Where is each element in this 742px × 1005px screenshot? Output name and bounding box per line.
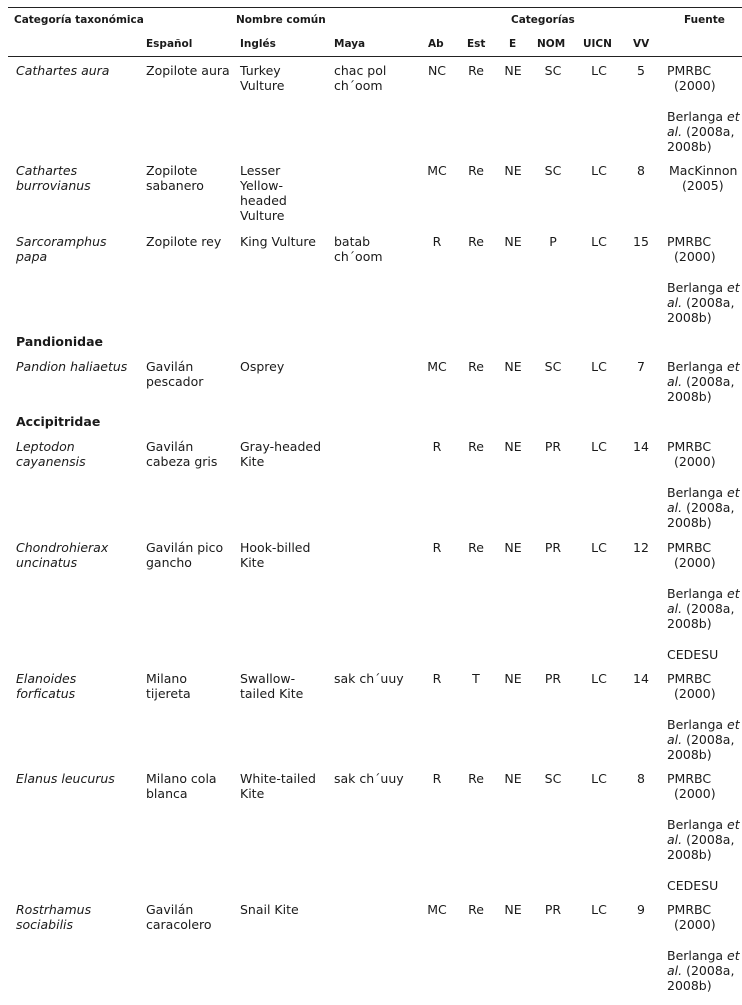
source-author: Berlanga	[667, 817, 724, 832]
source-et: et	[727, 359, 740, 374]
cell-es-r4-l1: cabeza gris	[146, 454, 218, 469]
cell-es-r6-l0: Milano	[146, 671, 187, 686]
cell-sci-r1-l1: burrovianus	[16, 178, 91, 193]
source-et: et	[727, 109, 740, 124]
cell-en-r0-l1: Vulture	[240, 78, 285, 93]
family-heading-pandionidae: Pandionidae	[16, 334, 104, 349]
source-r2-s0-l0: PMRBC	[667, 234, 712, 249]
cell-vv-r8: 9	[637, 902, 645, 917]
source-years: (2008a,	[686, 500, 735, 515]
cell-sci-r3-l0: Pandion haliaetus	[16, 359, 128, 374]
source-r7-s1-l2: 2008b)	[667, 847, 712, 862]
source-al: al.	[667, 832, 683, 847]
source-r3-s0-l2: 2008b)	[667, 389, 712, 404]
cell-maya-r2-l1: ch´oom	[334, 249, 383, 264]
cell-es-r7-l0: Milano cola	[146, 771, 217, 786]
cell-uicn-r1: LC	[591, 163, 607, 178]
cell-vv-r2: 15	[633, 234, 649, 249]
source-r0-s0-l1: (2000)	[674, 78, 716, 93]
cell-nom-r6: PR	[544, 671, 562, 686]
cell-en-r5-l1: Kite	[240, 555, 265, 570]
source-r1-s0-l0: MacKinnon	[669, 163, 738, 178]
cell-es-r8-l1: caracolero	[146, 917, 212, 932]
cell-ab-r7: R	[432, 771, 442, 786]
source-years: (2008a,	[686, 601, 735, 616]
cell-en-r4-l1: Kite	[240, 454, 265, 469]
source-r3-s0-l0	[667, 359, 742, 374]
cell-en-r5-l0: Hook-billed	[240, 540, 311, 555]
top-rule	[8, 7, 742, 8]
source-r4-s1-l1	[667, 500, 742, 515]
cell-maya-r0-l1: ch´oom	[334, 78, 383, 93]
source-et: et	[727, 586, 740, 601]
source-r2-s0-l1: (2000)	[674, 249, 716, 264]
cell-est-r4: Re	[468, 439, 484, 454]
cell-ab-r1: MC	[427, 163, 447, 178]
source-al: al.	[667, 500, 683, 515]
cell-es-r4-l0: Gavilán	[146, 439, 194, 454]
cell-est-r5: Re	[468, 540, 484, 555]
cell-en-r4-l0: Gray-headed	[240, 439, 322, 454]
cell-en-r1-l0: Lesser	[240, 163, 281, 178]
cell-maya-r7-l0: sak ch´uuy	[334, 771, 404, 786]
cell-es-r3-l1: pescador	[146, 374, 204, 389]
source-author: Berlanga	[667, 359, 724, 374]
cell-en-r2-l0: King Vulture	[240, 234, 316, 249]
source-years: (2008a,	[686, 832, 735, 847]
source-r6-s1-l1	[667, 732, 742, 747]
cell-nom-r7: SC	[544, 771, 562, 786]
source-r2-s1-l2: 2008b)	[667, 310, 712, 325]
cell-est-r8: Re	[468, 902, 484, 917]
source-r4-s0-l1: (2000)	[674, 454, 716, 469]
cell-sci-r8-l1: sociabilis	[16, 917, 74, 932]
source-r6-s0-l0: PMRBC	[667, 671, 712, 686]
source-author: Berlanga	[667, 280, 724, 295]
source-r5-s2-l0: CEDESU	[667, 647, 719, 662]
header-categorias: Categorías	[511, 14, 575, 26]
cell-vv-r1: 8	[637, 163, 645, 178]
cell-e-r3: NE	[504, 359, 522, 374]
source-r7-s0-l0: PMRBC	[667, 771, 712, 786]
cell-es-r5-l1: gancho	[146, 555, 192, 570]
cell-sci-r8-l0: Rostrhamus	[16, 902, 92, 917]
source-years: (2008a,	[686, 124, 735, 139]
source-al: al.	[667, 124, 683, 139]
cell-es-r3-l0: Gavilán	[146, 359, 194, 374]
source-author: Berlanga	[667, 586, 724, 601]
source-et: et	[727, 485, 740, 500]
cell-vv-r3: 7	[637, 359, 645, 374]
source-al: al.	[667, 374, 683, 389]
cell-est-r6: T	[472, 671, 480, 686]
cell-en-r3-l0: Osprey	[240, 359, 285, 374]
cell-e-r2: NE	[504, 234, 522, 249]
cell-maya-r6-l0: sak ch´uuy	[334, 671, 404, 686]
cell-ab-r4: R	[432, 439, 442, 454]
cell-e-r4: NE	[504, 439, 522, 454]
cell-est-r3: Re	[468, 359, 484, 374]
source-r4-s1-l2: 2008b)	[667, 515, 712, 530]
header-maya: Maya	[334, 38, 366, 50]
cell-maya-r2-l0: batab	[334, 234, 371, 249]
cell-sci-r0-l0: Cathartes aura	[16, 63, 110, 78]
cell-ab-r2: R	[432, 234, 442, 249]
cell-en-r1-l3: Vulture	[240, 208, 285, 223]
cell-ab-r3: MC	[427, 359, 447, 374]
source-r4-s0-l0: PMRBC	[667, 439, 712, 454]
header-ingles: Inglés	[240, 38, 276, 50]
source-r4-s1-l0	[667, 485, 742, 500]
source-r8-s0-l1: (2000)	[674, 917, 716, 932]
source-r8-s1-l0	[667, 948, 742, 963]
source-al: al.	[667, 963, 683, 978]
cell-ab-r5: R	[432, 540, 442, 555]
source-al: al.	[667, 732, 683, 747]
cell-uicn-r5: LC	[591, 540, 607, 555]
cell-vv-r0: 5	[637, 63, 645, 78]
cell-nom-r4: PR	[544, 439, 562, 454]
source-author: Berlanga	[667, 109, 724, 124]
cell-nom-r1: SC	[544, 163, 562, 178]
source-et: et	[727, 280, 740, 295]
header-espanol: Español	[146, 38, 193, 50]
source-years: (2008a,	[686, 963, 735, 978]
cell-en-r1-l1: Yellow-	[240, 178, 283, 193]
cell-en-r7-l1: Kite	[240, 786, 265, 801]
source-r2-s1-l0	[667, 280, 742, 295]
cell-es-r6-l1: tijereta	[146, 686, 191, 701]
source-et: et	[727, 717, 740, 732]
source-al: al.	[667, 601, 683, 616]
cell-es-r2-l0: Zopilote rey	[146, 234, 222, 249]
source-years: (2008a,	[686, 295, 735, 310]
cell-en-r7-l0: White-tailed	[240, 771, 316, 786]
source-r8-s0-l0: PMRBC	[667, 902, 712, 917]
cell-es-r1-l1: sabanero	[146, 178, 204, 193]
header-cat-tax: Categoría taxonómica	[14, 14, 144, 26]
source-r5-s1-l1	[667, 601, 742, 616]
cell-vv-r6: 14	[633, 671, 649, 686]
source-r0-s1-l2: 2008b)	[667, 139, 712, 154]
cell-maya-r0-l0: chac pol	[334, 63, 387, 78]
header-e: E	[509, 38, 517, 50]
cell-en-r6-l0: Swallow-	[240, 671, 296, 686]
cell-nom-r3: SC	[544, 359, 562, 374]
cell-e-r8: NE	[504, 902, 522, 917]
cell-es-r0-l0: Zopilote aura	[146, 63, 230, 78]
source-r7-s1-l1	[667, 832, 742, 847]
cell-uicn-r4: LC	[591, 439, 607, 454]
cell-sci-r4-l0: Leptodon	[16, 439, 75, 454]
cell-nom-r0: SC	[544, 63, 562, 78]
cell-sci-r1-l0: Cathartes	[16, 163, 78, 178]
source-r2-s1-l1	[667, 295, 742, 310]
source-r5-s1-l0	[667, 586, 742, 601]
cell-uicn-r7: LC	[591, 771, 607, 786]
cell-e-r7: NE	[504, 771, 522, 786]
family-heading-accipitridae: Accipitridae	[16, 414, 101, 429]
cell-est-r7: Re	[468, 771, 484, 786]
source-r5-s0-l1: (2000)	[674, 555, 716, 570]
cell-uicn-r8: LC	[591, 902, 607, 917]
cell-sci-r5-l0: Chondrohierax	[16, 540, 109, 555]
header-fuente: Fuente	[684, 14, 725, 26]
cell-uicn-r2: LC	[591, 234, 607, 249]
cell-es-r1-l0: Zopilote	[146, 163, 198, 178]
source-years: (2008a,	[686, 732, 735, 747]
cell-est-r2: Re	[468, 234, 484, 249]
cell-uicn-r3: LC	[591, 359, 607, 374]
source-r3-s0-l1	[667, 374, 742, 389]
source-r8-s1-l1	[667, 963, 742, 978]
source-r6-s1-l0	[667, 717, 742, 732]
header-ab: Ab	[428, 38, 444, 50]
cell-sci-r4-l1: cayanensis	[16, 454, 86, 469]
header-est: Est	[467, 38, 486, 50]
cell-e-r5: NE	[504, 540, 522, 555]
source-r8-s1-l2: 2008b)	[667, 978, 712, 993]
cell-en-r1-l2: headed	[240, 193, 287, 208]
cell-sci-r2-l0: Sarcoramphus papa	[16, 234, 107, 264]
source-r7-s1-l0	[667, 817, 742, 832]
cell-e-r6: NE	[504, 671, 522, 686]
source-r0-s1-l0	[667, 109, 742, 124]
header-nom: NOM	[537, 38, 566, 50]
cell-es-r8-l0: Gavilán	[146, 902, 194, 917]
source-r6-s0-l1: (2000)	[674, 686, 716, 701]
header-nombre-comun: Nombre común	[236, 14, 326, 26]
cell-ab-r0: NC	[427, 63, 447, 78]
cell-sci-r7-l0: Elanus leucurus	[16, 771, 115, 786]
cell-vv-r7: 8	[637, 771, 645, 786]
source-et: et	[727, 817, 740, 832]
cell-nom-r5: PR	[544, 540, 562, 555]
source-r7-s2-l0: CEDESU	[667, 878, 719, 893]
source-r0-s0-l0: PMRBC	[667, 63, 712, 78]
cell-nom-r2: P	[549, 234, 557, 249]
cell-nom-r8: PR	[544, 902, 562, 917]
cell-en-r8-l0: Snail Kite	[240, 902, 299, 917]
source-r1-s0-l1: (2005)	[682, 178, 724, 193]
cell-sci-r6-l0: Elanoides forficatus	[16, 671, 77, 701]
cell-en-r0-l0: Turkey	[240, 63, 281, 78]
cell-vv-r4: 14	[633, 439, 649, 454]
cell-est-r0: Re	[468, 63, 484, 78]
cell-es-r7-l1: blanca	[146, 786, 188, 801]
cell-sci-r5-l1: uncinatus	[16, 555, 78, 570]
source-r5-s0-l0: PMRBC	[667, 540, 712, 555]
source-r6-s1-l2: 2008b)	[667, 747, 712, 762]
source-et: et	[727, 948, 740, 963]
source-years: (2008a,	[686, 374, 735, 389]
header-uicn: UICN	[583, 38, 612, 50]
cell-vv-r5: 12	[633, 540, 649, 555]
cell-e-r0: NE	[504, 63, 522, 78]
cell-es-r5-l0: Gavilán pico	[146, 540, 224, 555]
cell-en-r6-l1: tailed Kite	[240, 686, 304, 701]
source-r0-s1-l1	[667, 124, 742, 139]
cell-est-r1: Re	[468, 163, 484, 178]
cell-ab-r6: R	[432, 671, 442, 686]
cell-uicn-r0: LC	[591, 63, 607, 78]
header-vv: VV	[633, 38, 650, 50]
source-author: Berlanga	[667, 717, 724, 732]
cell-uicn-r6: LC	[591, 671, 607, 686]
source-r5-s1-l2: 2008b)	[667, 616, 712, 631]
source-author: Berlanga	[667, 485, 724, 500]
source-al: al.	[667, 295, 683, 310]
header-rule	[8, 56, 742, 57]
cell-e-r1: NE	[504, 163, 522, 178]
source-r7-s0-l1: (2000)	[674, 786, 716, 801]
cell-ab-r8: MC	[427, 902, 447, 917]
source-author: Berlanga	[667, 948, 724, 963]
